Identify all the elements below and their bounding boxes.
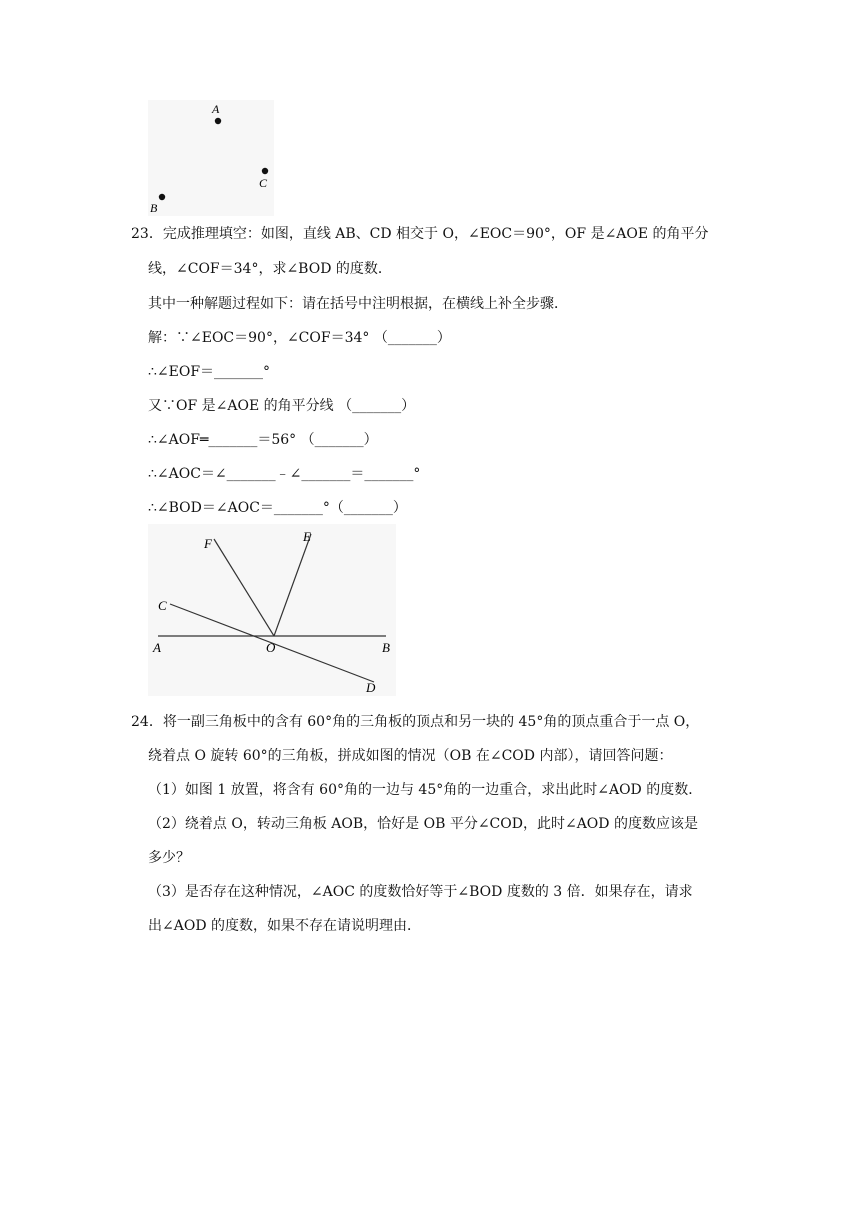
q24-line-7: 出∠AOD 的度数，如果不存在请说明理由． (148, 918, 421, 934)
figure-intersecting-lines (148, 524, 396, 696)
q23-line-9: ∴∠BOD＝∠AOC＝_______°（_______） (148, 500, 407, 516)
q23-line-1: 23．完成推理填空：如图，直线 AB、CD 相交于 O，∠EOC＝90°，OF 是∠AOE 的角平分 (131, 226, 709, 242)
point-a (215, 118, 221, 124)
q24-line-4: （2）绕着点 O，转动三角板 AOB，恰好是 OB 平分∠COD，此时∠AOD 的度数应该是 (148, 816, 698, 832)
q24-line-6: （3）是否存在这种情况，∠AOC 的度数恰好等于∠BOD 度数的 3 倍．如果存在，请求 (148, 884, 693, 900)
q23-line-8: ∴∠AOC＝∠_______﹣∠_______＝_______° (148, 466, 421, 482)
lines-diagram (148, 524, 396, 696)
ray-of (214, 539, 274, 636)
figure-points (148, 100, 274, 216)
ray-oe (274, 534, 311, 636)
label-b: B (150, 201, 158, 215)
label-a2: A (153, 640, 161, 655)
point-c (262, 168, 268, 174)
q23-line-4: 解：∵∠EOC＝90°，∠COF＝34° （_______） (148, 330, 451, 346)
q23-line-3: 其中一种解题过程如下：请在括号中注明根据，在横线上补全步骤． (148, 296, 568, 312)
q24-line-3: （1）如图 1 放置，将含有 60°角的一边与 45°角的一边重合，求出此时∠AOD 的度数． (148, 782, 703, 798)
q24-line-1: 24．将一副三角板中的含有 60°角的三角板的顶点和另一块的 45°角的顶点重合于一点 O， (131, 714, 700, 730)
q23-line-7: ∴∠AOF═_______＝56° （_______） (148, 432, 378, 448)
q23-line-6: 又∵OF 是∠AOE 的角平分线 （_______） (148, 398, 416, 414)
point-b (159, 194, 165, 200)
label-b2: B (382, 640, 390, 655)
label-e: E (303, 529, 311, 544)
label-f: F (204, 536, 212, 551)
points-diagram (148, 100, 274, 216)
label-c2: C (158, 598, 167, 613)
q23-line-5: ∴∠EOF＝_______° (148, 364, 271, 380)
label-o: O (266, 640, 276, 655)
label-a: A (212, 102, 220, 116)
q24-line-2: 绕着点 O 旋转 60°的三角板，拼成如图的情况（OB 在∠COD 内部），请回答问题： (148, 748, 673, 764)
label-c: C (259, 176, 268, 190)
q23-line-2: 线，∠COF＝34°，求∠BOD 的度数． (148, 261, 392, 277)
q24-line-5: 多少？ (148, 850, 190, 866)
label-d: D (366, 680, 376, 695)
